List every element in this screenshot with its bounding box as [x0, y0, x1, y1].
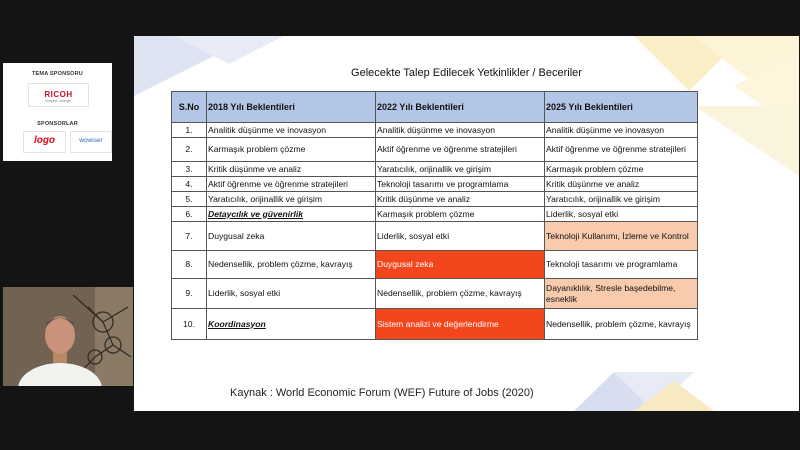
webcam-scene	[3, 287, 133, 386]
webcam-video	[3, 287, 133, 386]
cell-2022: Kritik düşünme ve analiz	[376, 192, 545, 207]
cell-2022: Teknoloji tasarımı ve programlama	[376, 177, 545, 192]
ricoh-tagline: imagine. change.	[45, 99, 72, 103]
cell-2018: Karmaşık problem çözme	[207, 138, 376, 162]
cell-2025: Yaratıcılık, orijinallik ve girişim	[545, 192, 698, 207]
presentation-slide	[134, 36, 799, 411]
ricoh-logo	[28, 83, 89, 107]
table-row	[172, 177, 698, 192]
skills-table	[171, 91, 698, 340]
cell-2018: Aktif öğrenme ve öğrenme stratejileri	[207, 177, 376, 192]
row-number: 3.	[172, 162, 207, 177]
header-2022: 2022 Yılı Beklentileri	[376, 92, 545, 123]
wowiser-sponsor-text: wowiser	[79, 137, 103, 144]
cell-2025: Analitik düşünme ve inovasyon	[545, 123, 698, 138]
cell-2018: Duygusal zeka	[207, 222, 376, 251]
header-2018: 2018 Yılı Beklentileri	[207, 92, 376, 123]
cell-2018: Kritik düşünme ve analiz	[207, 162, 376, 177]
cell-2025: Karmaşık problem çözme	[545, 162, 698, 177]
table-row	[172, 279, 698, 309]
table-row	[172, 162, 698, 177]
cell-2022: Liderlik, sosyal etki	[376, 222, 545, 251]
table-row	[172, 207, 698, 222]
row-number: 6.	[172, 207, 207, 222]
row-number: 5.	[172, 192, 207, 207]
sponsor-panel	[3, 63, 112, 161]
table-row	[172, 123, 698, 138]
cell-2025: Kritik düşünme ve analiz	[545, 177, 698, 192]
cell-2018: Koordinasyon	[207, 309, 376, 340]
cell-2025: Nedensellik, problem çözme, kavrayış	[545, 309, 698, 340]
cell-2022: Aktif öğrenme ve öğrenme stratejileri	[376, 138, 545, 162]
cell-2025: Aktif öğrenme ve öğrenme stratejileri	[545, 138, 698, 162]
row-number: 7.	[172, 222, 207, 251]
row-number: 2.	[172, 138, 207, 162]
row-number: 1.	[172, 123, 207, 138]
cell-2022: Sistem analizi ve değerlendirme	[376, 309, 545, 340]
logo-sponsor	[23, 131, 66, 153]
theme-sponsor-label: TEMA SPONSORU	[32, 71, 83, 77]
table-header-row	[172, 92, 698, 123]
table-row	[172, 222, 698, 251]
table-row	[172, 251, 698, 279]
row-number: 8.	[172, 251, 207, 279]
cell-2022: Analitik düşünme ve inovasyon	[376, 123, 545, 138]
row-number: 4.	[172, 177, 207, 192]
cell-2018: Liderlik, sosyal etki	[207, 279, 376, 309]
header-sno: S.No	[172, 92, 207, 123]
cell-2018: Yaratıcılık, orijinallik ve girişim	[207, 192, 376, 207]
row-number: 9.	[172, 279, 207, 309]
cell-2025: Liderlik, sosyal etki	[545, 207, 698, 222]
wowiser-sponsor	[70, 131, 112, 153]
table-row	[172, 309, 698, 340]
cell-2018: Nedensellik, problem çözme, kavrayış	[207, 251, 376, 279]
source-citation: Kaynak : World Economic Forum (WEF) Future of Jobs (2020)	[230, 387, 534, 399]
cell-2025: Dayanıklılık, Stresle başedebilme, esneklik	[545, 279, 698, 309]
cell-2025: Teknoloji tasarımı ve programlama	[545, 251, 698, 279]
header-2025: 2025 Yılı Beklentileri	[545, 92, 698, 123]
cell-2022: Karmaşık problem çözme	[376, 207, 545, 222]
cell-2022: Nedensellik, problem çözme, kavrayış	[376, 279, 545, 309]
cell-2022: Duygusal zeka	[376, 251, 545, 279]
cell-2018: Detaycılık ve güvenirlik	[207, 207, 376, 222]
ricoh-logo-text: RICOH	[44, 90, 73, 99]
cell-2025: Teknoloji Kullanımı, İzleme ve Kontrol	[545, 222, 698, 251]
row-number: 10.	[172, 309, 207, 340]
sponsors-label: SPONSORLAR	[37, 121, 78, 127]
logo-sponsor-text: logo	[33, 135, 56, 146]
slide-title: Gelecekte Talep Edilecek Yetkinlikler / Beceriler	[351, 67, 582, 79]
cell-2022: Yaratıcılık, orijinallik ve girişim	[376, 162, 545, 177]
cell-2018: Analitik düşünme ve inovasyon	[207, 123, 376, 138]
table-row	[172, 192, 698, 207]
table-row	[172, 138, 698, 162]
